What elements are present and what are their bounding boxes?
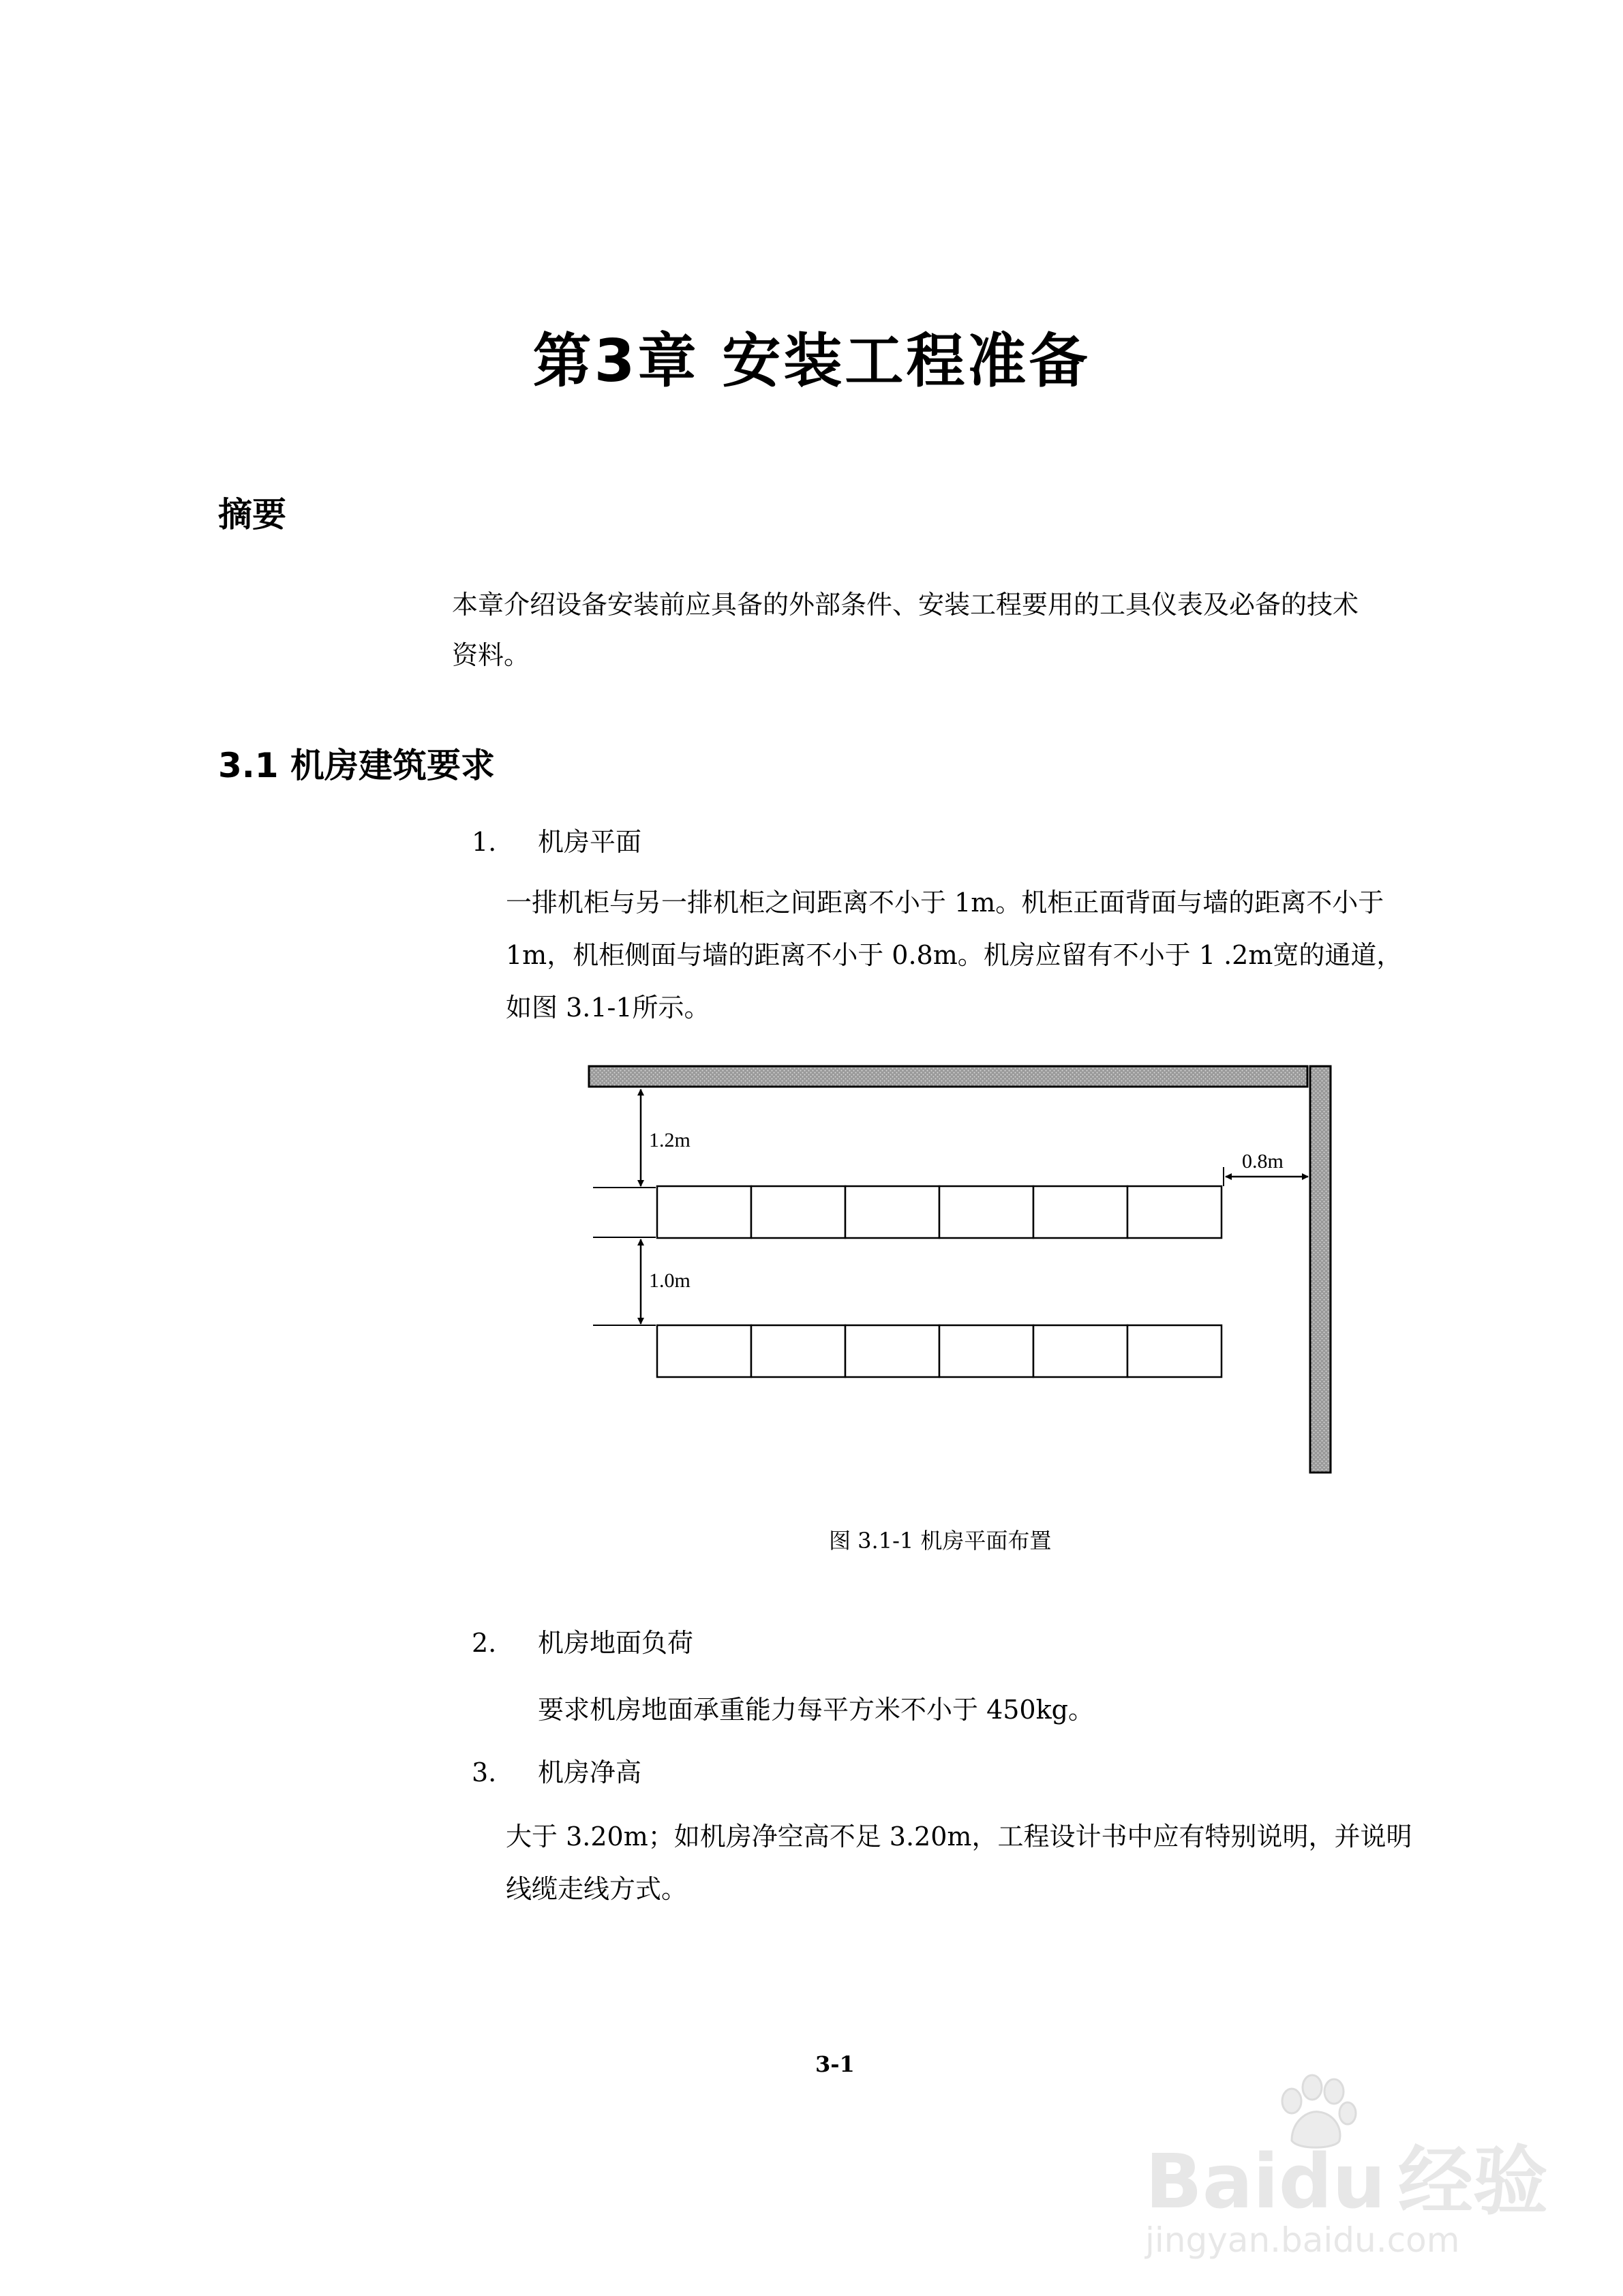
item-3-title: 机房净高 bbox=[538, 1757, 642, 1787]
watermark-brand-cn: 经验 bbox=[1397, 2138, 1548, 2225]
cabinet-2-1 bbox=[657, 1325, 751, 1377]
cabinet-2-6 bbox=[1127, 1325, 1222, 1377]
chapter-title: 第3章 安装工程准备 bbox=[532, 327, 1091, 395]
item-1-number: 1. bbox=[472, 827, 497, 857]
summary-text-line-2: 资料。 bbox=[452, 640, 530, 670]
item-2-title: 机房地面负荷 bbox=[538, 1628, 694, 1658]
row-gap-label: 1.0m bbox=[649, 1269, 691, 1292]
room-layout-figure bbox=[573, 1063, 1350, 1500]
section-heading: 3.1 机房建筑要求 bbox=[218, 746, 495, 785]
item-3-line-2: 线缆走线方式。 bbox=[506, 1874, 688, 1904]
top-wall bbox=[589, 1066, 1307, 1087]
page-number: 3-1 bbox=[815, 2051, 855, 2077]
watermark-brand-2: du bbox=[1278, 2138, 1386, 2225]
side-gap-label: 0.8m bbox=[1242, 1150, 1284, 1173]
item-3-number: 3. bbox=[472, 1757, 497, 1787]
cabinet-row-2 bbox=[657, 1325, 1222, 1377]
cabinet-1-4 bbox=[939, 1186, 1033, 1238]
item-1-line-2: 1m，机柜侧面与墙的距离不小于 0.8m。机房应留有不小于 1 .2m宽的通道， bbox=[506, 940, 1403, 970]
cabinet-2-5 bbox=[1033, 1325, 1127, 1377]
watermark-brand: Bai bbox=[1145, 2138, 1279, 2225]
cabinet-2-4 bbox=[939, 1325, 1033, 1377]
watermark-url: jingyan.baidu.com bbox=[1145, 2220, 1460, 2260]
item-2-line-1: 要求机房地面承重能力每平方米不小于 450kg。 bbox=[538, 1695, 1094, 1725]
top-gap-label: 1.2m bbox=[649, 1129, 691, 1151]
summary-heading: 摘要 bbox=[218, 495, 286, 534]
cabinet-2-2 bbox=[751, 1325, 845, 1377]
item-2-number: 2. bbox=[472, 1628, 497, 1658]
cabinet-1-3 bbox=[845, 1186, 939, 1238]
item-1-line-3: 如图 3.1-1所示。 bbox=[506, 993, 710, 1023]
figure-caption: 图 3.1-1 机房平面布置 bbox=[829, 1528, 1052, 1554]
summary-text-line-1: 本章介绍设备安装前应具备的外部条件、安装工程要用的工具仪表及必备的技术 bbox=[452, 590, 1359, 620]
item-3-line-1: 大于 3.20m；如机房净空高不足 3.20m，工程设计书中应有特别说明，并说明 bbox=[506, 1822, 1412, 1852]
cabinet-row-1 bbox=[657, 1186, 1222, 1238]
cabinet-1-5 bbox=[1033, 1186, 1127, 1238]
item-1-title: 机房平面 bbox=[538, 827, 642, 857]
cabinet-1-1 bbox=[657, 1186, 751, 1238]
item-1-line-1: 一排机柜与另一排机柜之间距离不小于 1m。机柜正面背面与墙的距离不小于 bbox=[506, 888, 1384, 918]
cabinet-2-3 bbox=[845, 1325, 939, 1377]
cabinet-1-6 bbox=[1127, 1186, 1222, 1238]
baidu-jingyan-watermark bbox=[1132, 2072, 1568, 2260]
side-wall bbox=[1310, 1066, 1331, 1472]
cabinet-1-2 bbox=[751, 1186, 845, 1238]
